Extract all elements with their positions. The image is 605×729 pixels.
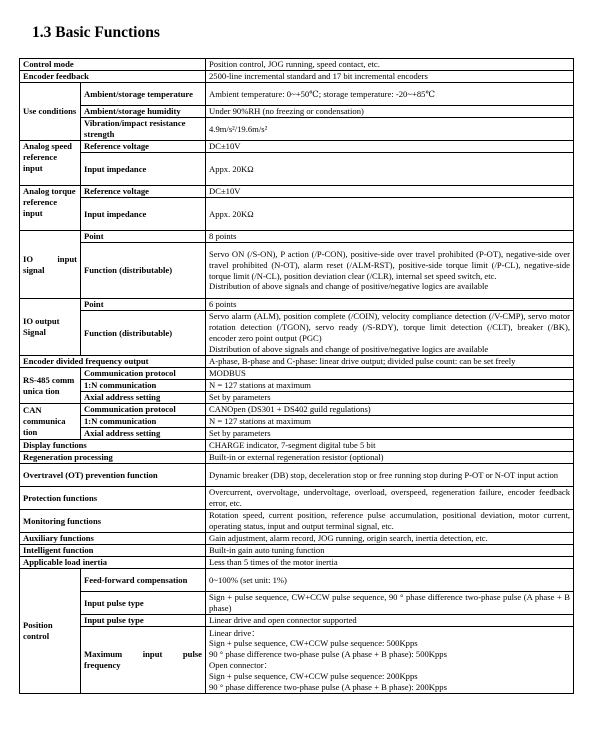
row-value: CHARGE indicator, 7-segment digital tube 5 bit (206, 440, 574, 452)
sub-label: Function (distributable) (81, 311, 206, 356)
table-row (20, 118, 574, 141)
row-value: Dynamic breaker (DB) stop, deceleration stop or free running stop during P-OT or N-OT input action (206, 464, 574, 487)
freq-line: Open connector： (209, 660, 273, 670)
freq-line: Sign + pulse sequence, CW+CCW pulse sequence: 200Kpps (209, 670, 418, 681)
row-value: Appx. 20KΩ (206, 153, 574, 186)
row-value: Set by parameters (206, 392, 574, 404)
group-label: Analog speed reference input (20, 141, 81, 186)
table-row (20, 356, 574, 368)
table-row (20, 186, 574, 198)
function-list: Servo ON (/S-ON), P action (/P-CON), positive-side over travel prohibited (P-OT), negative-side over travel prohibited (N-OT), alarm reset (/ALM-RST), positive-side torque limit (/P-CL), negative-side torque limit (/N-CL), position deviation clear (/CLR), internal set speed switch, etc. (209, 248, 570, 281)
table-row (20, 71, 574, 83)
sub-label: 1:N communication (81, 380, 206, 392)
table-row (20, 592, 574, 615)
table-row (20, 557, 574, 569)
row-value (206, 243, 574, 299)
row-value: Set by parameters (206, 428, 574, 440)
table-row (20, 243, 574, 299)
row-value: DC±10V (206, 141, 574, 153)
sub-label: 1:N communication (81, 416, 206, 428)
table-row (20, 106, 574, 118)
row-label: Protection functions (20, 487, 206, 510)
table-row (20, 615, 574, 627)
function-note: Distribution of above signals and change of positive/negative logics are available (209, 343, 489, 354)
row-value: 2500-line incremental standard and 17 bit incremental encoders (206, 71, 574, 83)
table-row (20, 440, 574, 452)
table-row (20, 59, 574, 71)
row-value: MODBUS (206, 368, 574, 380)
sub-label: Reference voltage (81, 141, 206, 153)
section-title: 1.3 Basic Functions (32, 24, 160, 41)
row-value: Built-in or external regeneration resistor (optional) (206, 452, 574, 464)
table-row (20, 627, 574, 694)
function-note: Distribution of above signals and change of positive/negative logics are available (209, 281, 489, 292)
row-value: 4.9m/s²/19.6m/s² (206, 118, 574, 141)
row-value: CANOpen (DS301 + DS402 guild regulations) (206, 404, 574, 416)
row-value: 8 points (206, 231, 574, 243)
function-list: Servo alarm (ALM), position complete (/COIN), velocity compliance detection (/V-CMP), servo motor rotation detection (/TGON), servo ready (/S-RDY), torque limit detection (/CLT), breaker (/BK), encoder zero point output (PGC) (209, 311, 570, 343)
sub-label: Function (distributable) (81, 243, 206, 299)
sub-label: Ambient/storage humidity (81, 106, 206, 118)
group-label: IO input signal (20, 231, 81, 299)
sub-label: Point (81, 299, 206, 311)
table-row (20, 510, 574, 533)
row-value: N = 127 stations at maximum (206, 380, 574, 392)
row-value: N = 127 stations at maximum (206, 416, 574, 428)
row-value: Ambient temperature: 0~+50℃; storage temperature: -20~+85℃ (206, 83, 574, 106)
sub-label: Input impedance (81, 153, 206, 186)
row-value: 6 points (206, 299, 574, 311)
row-label: Control mode (20, 59, 206, 71)
sub-label: Axial address setting (81, 392, 206, 404)
row-label: Encoder feedback (20, 71, 206, 83)
group-label: RS-485 communica tion (20, 368, 81, 404)
row-value: Rotation speed, current position, reference pulse accumulation, positional deviation, motor current, operating status, input and output terminal signal, etc. (206, 510, 574, 533)
table-row (20, 569, 574, 592)
sub-label: Input impedance (81, 198, 206, 231)
table-row (20, 299, 574, 311)
group-label: Analog torque reference input (20, 186, 81, 231)
sub-label: Ambient/storage temperature (81, 83, 206, 106)
row-value: 0~100% (set unit: 1%) (206, 569, 574, 592)
row-label: Auxiliary functions (20, 533, 206, 545)
row-value: Linear drive and open connector supported (206, 615, 574, 627)
freq-line: 90 ° phase difference two-phase pulse (A phase + B phase): 500Kpps (209, 649, 447, 660)
table-row (20, 464, 574, 487)
freq-line: 90 ° phase difference two-phase pulse (A phase + B phase): 200Kpps (209, 681, 447, 692)
table-row (20, 380, 574, 392)
table-row (20, 416, 574, 428)
row-label: Regeneration processing (20, 452, 206, 464)
group-label: Use conditions (20, 83, 81, 141)
row-value (206, 311, 574, 356)
sub-label: Point (81, 231, 206, 243)
group-label: Position control (20, 569, 81, 694)
sub-label: Maximum input pulse frequency (81, 627, 206, 694)
table-row (20, 231, 574, 243)
row-label: Encoder divided frequency output (20, 356, 206, 368)
sub-label: Axial address setting (81, 428, 206, 440)
row-label: Applicable load inertia (20, 557, 206, 569)
group-label: IO output Signal (20, 299, 81, 356)
basic-functions-table (19, 58, 574, 694)
table-row (20, 545, 574, 557)
sub-label: Vibration/impact resistance strength (81, 118, 206, 141)
row-value: Built-in gain auto tuning function (206, 545, 574, 557)
freq-line: Linear drive： (209, 627, 260, 638)
group-label: CAN communica tion (20, 404, 81, 440)
table-row (20, 533, 574, 545)
sub-label: Input pulse type (81, 615, 206, 627)
row-label: Monitoring functions (20, 510, 206, 533)
row-value (206, 627, 574, 694)
row-value: DC±10V (206, 186, 574, 198)
table-row (20, 392, 574, 404)
row-label: Intelligent function (20, 545, 206, 557)
table-row (20, 487, 574, 510)
sub-label: Reference voltage (81, 186, 206, 198)
row-value: Gain adjustment, alarm record, JOG running, origin search, inertia detection, etc. (206, 533, 574, 545)
row-label: Display functions (20, 440, 206, 452)
row-value: Overcurrent, overvoltage, undervoltage, overload, overspeed, regeneration failure, encoder feedback error, etc. (206, 487, 574, 510)
table-row (20, 404, 574, 416)
sub-label: Communication protocol (81, 368, 206, 380)
row-label: Overtravel (OT) prevention function (20, 464, 206, 487)
table-row (20, 368, 574, 380)
row-value: Position control, JOG running, speed contact, etc. (206, 59, 574, 71)
table-row (20, 311, 574, 356)
table-row (20, 141, 574, 153)
row-value: Appx. 20KΩ (206, 198, 574, 231)
table-row (20, 153, 574, 186)
sub-label: Feed-forward compensation (81, 569, 206, 592)
table-row (20, 198, 574, 231)
row-value: Under 90%RH (no freezing or condensation) (206, 106, 574, 118)
sub-label: Communication protocol (81, 404, 206, 416)
sub-label: Input pulse type (81, 592, 206, 615)
row-value: Less than 5 times of the motor inertia (206, 557, 574, 569)
table-row (20, 428, 574, 440)
table-row (20, 83, 574, 106)
freq-line: Sign + pulse sequence, CW+CCW pulse sequence: 500Kpps (209, 638, 418, 649)
table-row (20, 452, 574, 464)
row-value: A-phase, B-phase and C-phase: linear drive output; divided pulse count: can be set freely (206, 356, 574, 368)
row-value: Sign + pulse sequence, CW+CCW pulse sequence, 90 ° phase difference two-phase pulse (A phase + B phase) (206, 592, 574, 615)
